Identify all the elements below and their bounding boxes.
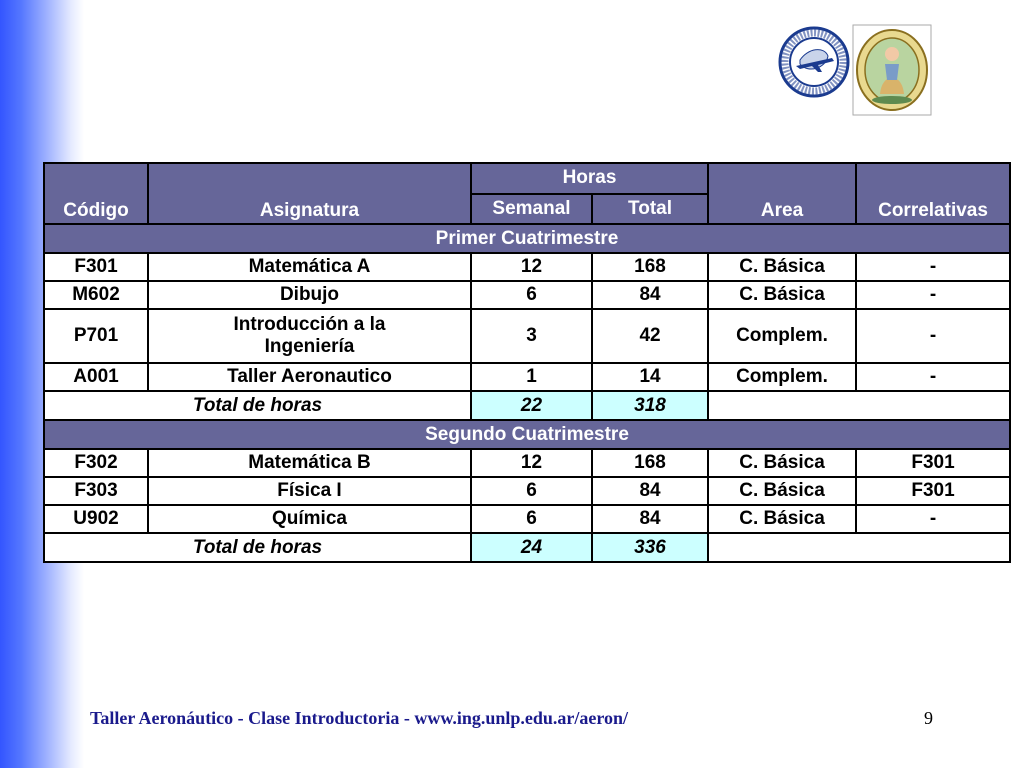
table-row [44,253,1010,281]
cell-semanal: 6 [471,281,592,309]
aeronautics-department-logo [778,26,850,98]
total-total: 336 [592,533,708,562]
cell-asignatura: Matemática B [148,449,471,477]
header-correlativas: Correlativas [856,163,1010,224]
cell-semanal: 1 [471,363,592,391]
cell-total: 168 [592,449,708,477]
cell-asignatura: Introducción a la Ingeniería [148,309,471,363]
cell-semanal: 6 [471,477,592,505]
cell-semanal: 12 [471,253,592,281]
cell-semanal: 6 [471,505,592,533]
cell-area: C. Básica [708,253,856,281]
section-title: Primer Cuatrimestre [44,224,1010,253]
cell-correlativas: - [856,253,1010,281]
cell-codigo: A001 [44,363,148,391]
header-asignatura: Asignatura [148,163,471,224]
cell-total: 84 [592,505,708,533]
cell-asignatura: Matemática A [148,253,471,281]
cell-area: C. Básica [708,449,856,477]
cell-asignatura: Química [148,505,471,533]
total-blank [708,391,1010,420]
cell-correlativas: - [856,281,1010,309]
cell-total: 84 [592,281,708,309]
total-row [44,391,1010,420]
section-row [44,420,1010,449]
table-header-row [44,163,1010,194]
cell-codigo: U902 [44,505,148,533]
cell-codigo: P701 [44,309,148,363]
header-horas: Horas [471,163,708,194]
cell-total: 168 [592,253,708,281]
cell-correlativas: F301 [856,449,1010,477]
table-row [44,363,1010,391]
cell-asignatura: Taller Aeronautico [148,363,471,391]
cell-area: C. Básica [708,505,856,533]
section-row [44,224,1010,253]
cell-semanal: 12 [471,449,592,477]
cell-correlativas: - [856,309,1010,363]
table-row [44,449,1010,477]
total-total: 318 [592,391,708,420]
total-label: Total de horas [44,391,471,420]
cell-area: C. Básica [708,281,856,309]
cell-correlativas: F301 [856,477,1010,505]
cell-codigo: F301 [44,253,148,281]
total-row [44,533,1010,562]
cell-codigo: F303 [44,477,148,505]
table-row [44,477,1010,505]
total-semanal: 24 [471,533,592,562]
section-title: Segundo Cuatrimestre [44,420,1010,449]
total-semanal: 22 [471,391,592,420]
table-row [44,281,1010,309]
page-number: 9 [924,708,933,728]
cell-asignatura: Física I [148,477,471,505]
header-total: Total [592,194,708,225]
footer-text: Taller Aeronáutico - Clase Introductoria - www.ing.unlp.edu.ar/aeron/ [90,708,629,728]
total-label: Total de horas [44,533,471,562]
cell-area: Complem. [708,363,856,391]
table-row [44,505,1010,533]
course-schedule-table [43,162,1011,563]
cell-codigo: M602 [44,281,148,309]
cell-area: C. Básica [708,477,856,505]
cell-total: 14 [592,363,708,391]
cell-area: Complem. [708,309,856,363]
cell-total: 84 [592,477,708,505]
cell-correlativas: - [856,363,1010,391]
header-codigo: Código [44,163,148,224]
cell-total: 42 [592,309,708,363]
university-seal-logo [852,24,932,116]
total-blank [708,533,1010,562]
cell-asignatura: Dibujo [148,281,471,309]
table-row [44,309,1010,363]
cell-codigo: F302 [44,449,148,477]
cell-correlativas: - [856,505,1010,533]
header-semanal: Semanal [471,194,592,225]
header-area: Area [708,163,856,224]
cell-semanal: 3 [471,309,592,363]
